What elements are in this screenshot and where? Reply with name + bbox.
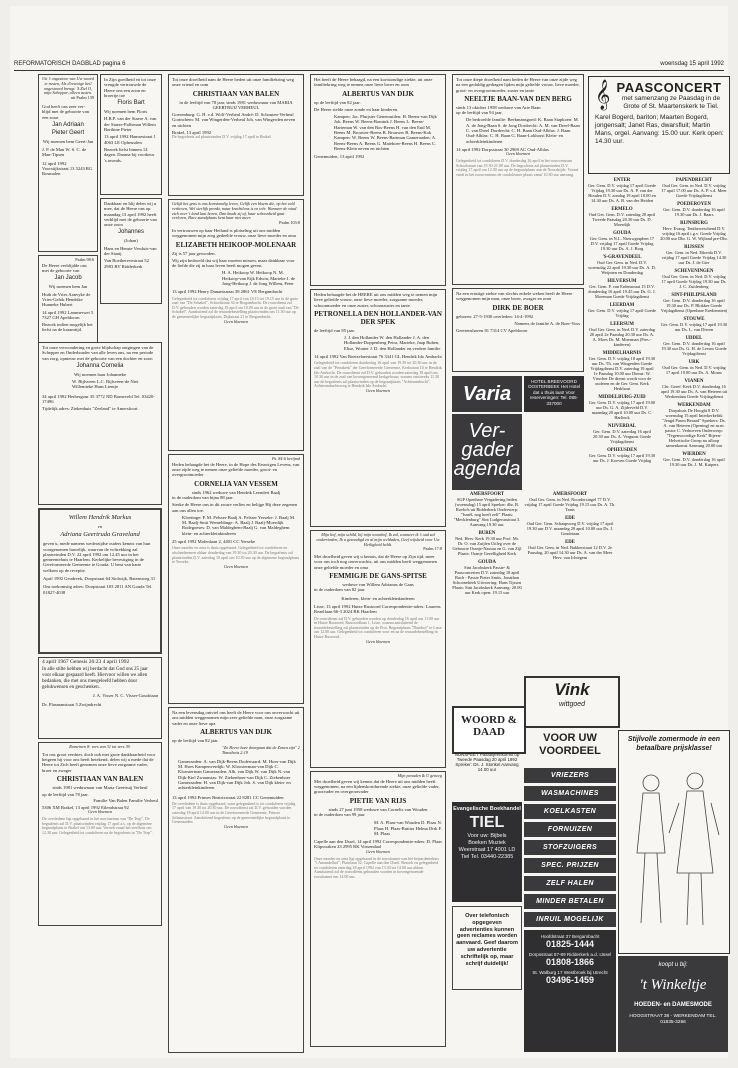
deceased-name: CHRISTIAAN VAN BALEN — [56, 774, 144, 783]
church-service-item — [588, 255, 656, 275]
church-details: Chr. Geref. Kerk D.V. donderdag 16 april 19.30 uur Ds. A. van Heteren uit Werkendam Goede Vrijdagdienst — [660, 384, 728, 399]
deceased-age: op de leeftijd van 78 jaar. — [42, 792, 89, 798]
woord-daad-ad — [452, 706, 526, 754]
ad-nickname: Wij noemen hem Floris — [104, 109, 148, 115]
obituary-de-gans — [310, 530, 446, 768]
treble-clef-icon: 𝄞 — [595, 79, 611, 109]
church-details: Oud Ger. Gem. in Ned. D.V. vrijdag 17 april 19.00 uur Ds. A. Mouw — [662, 365, 726, 375]
ad-body: Wij zijn bedroefd dat wij haar moeten missen, maar dankbaar voor de liefde die zij in haar leven heeft mogen geven. — [172, 257, 295, 269]
church-service-item — [660, 403, 728, 448]
ad-address: Brakel, 13 april 1992 — [172, 130, 212, 136]
ad-intro: In vertrouwen op haar Heiland is plotseling uit ons midden weggenomen mijn zorg gedeelde vrouw, onze lieve moeder en oma — [172, 227, 296, 239]
paasconcert-ad — [588, 76, 730, 174]
phone-notice: Over telefonisch opgegeven advertenties kunnen geen reclames worden aanvaard. Geef daarom uw advertentie schriftelijk op, maar schrijf duidelijk! — [452, 906, 522, 990]
church-details: Ger. Gem. D.V. vrijdag 17 april Goede Vrijdag 19.30 uur Ds. A. P. van der Houden D.V. zondag 19 april 10.00 en 14.30 uur Ds. A. B. van der Heiden — [588, 183, 656, 203]
no-flowers-note: Geen bloemen — [365, 848, 391, 854]
obituary-heikoop — [168, 199, 304, 451]
obituary-van-dijk-family — [168, 707, 304, 1053]
deceased-name: DIRK DE BOER — [492, 303, 544, 312]
church-place: RIJNSBURG — [680, 221, 708, 226]
ad-address: Geertenshaven 81 7314 CV Apeldoorn — [456, 328, 528, 334]
deceased-age: op de leeftijd van 82 jaar. — [172, 737, 219, 743]
deceased-name: ELIZABETH HEIKOOP-MOLENAAR — [175, 240, 297, 249]
child-name: Jan Jacob — [54, 275, 82, 282]
vink-product-item: ZELF HALEN — [524, 876, 616, 891]
life-dates: geboren: 27-5-1930 overleden: 14-4-1992 — [456, 313, 534, 319]
meeting-place: EDE — [565, 516, 575, 521]
church-place: WERKENDAM — [677, 403, 711, 408]
church-place: RIJSSEN — [684, 245, 704, 250]
no-flowers-note: Geen bloemen — [365, 387, 391, 393]
deceased-age: de leeftijd van 85 jaar. — [314, 327, 355, 333]
deceased-sub: sinds 13 oktober 1958 weduwe van Arie Baan — [456, 104, 541, 110]
church-service-item — [660, 202, 728, 217]
deceased-age: Zij is 57 jaar geworden. — [172, 250, 216, 256]
meeting-details: Oud Ger. Gem. in Ned. Noordersingel 77 D.V. vrijdag 17 april Goede Vrijdag 19.15 uur Ds. A. Th. Tanis — [524, 497, 616, 512]
vink-logo: Vink — [554, 680, 590, 699]
church-place: SCHEVENINGEN — [674, 269, 714, 274]
concert-title: PAASCONCERT — [616, 80, 722, 95]
ad-parents: Huib de Vries Aanvyke de Vries-Gelok Hendrike Hunneke Hubert — [42, 291, 91, 308]
church-details: Ger. Gem. D.V. vrijdag 17 april 19.30 uur Ds. J. Koeven Goede Vrijdag — [588, 453, 656, 463]
family-list: Goesenburg: G. H. v.d. Wolf-Verheul André: D. Schouten-Verheul Gorinchem: M. van Wingerden-Verheul Joh. van Wingerden neven en nichten — [172, 112, 296, 128]
anniversary-ad — [38, 657, 162, 739]
meeting-details: Sint Jacobskerk Passie- & Paasconcerten D.V. zaterdag 18 april Bach - Passie Pieter Smits, Jonathan Schoonebeek Uitvoering: Hans Tijssen Plaats: Sint Jacobskerk Aanvang: 20.00 uur Kerk open: 19.15 uur — [452, 565, 522, 595]
ad-signatories: Familie Van Balen Familie Verheul — [93, 797, 158, 803]
church-place: NIJVERDAL — [608, 424, 636, 429]
church-services-a — [588, 178, 656, 467]
ad-intro: Heden behaagde het de HEERE uit ons midden weg te nemen mijn lieve geliefde vrouw, onze lieve moeder, zorgzame moeder, schoonmoeder en onze zuster, schoonzuster en tante — [314, 292, 438, 308]
church-details: Ger. Gem. in N.L. Nieuwgraphen 17 D.V. vrijdag 17 april Goede Vrijdag 19.30 uur Ds. A. J. Borg — [589, 236, 655, 251]
ad-address: 13 april 1992 Henry Dunantstraat 38 2861 VE Bergambacht — [172, 289, 283, 295]
deceased-name: CHRISTIAAN VAN BALEN — [192, 89, 280, 98]
ad-nickname: (Johan) — [124, 238, 138, 244]
church-details: Dorpshuis De Hooght 8 D.V. woensdag 15 april Interkerkeliik "Jeugd Pasen Beraad" Sprekers: Ds. A. van Heteren (Opening) en m.m. pastor C. Verhoeven Onderwerp: "Tegenwoordige Kerk" Bijeen-Helvetische Groep na afloop samenkomst Aanvang 20.00 uur — [662, 408, 726, 448]
family-list: M. A. Plaas-van Wouden D. Plaas N. Plaas H. Plaas-Buitter Helma Dirk F. M. Plaas — [374, 820, 442, 836]
deceased-age: in de ouderdom van 82 jaar. — [314, 587, 366, 593]
child-name: Jan Adriaan — [52, 121, 84, 128]
verse-text: De Heere stelde onze zonde en haar kinderen. — [314, 106, 399, 112]
vink-witgoed-ad — [524, 676, 620, 728]
vink-product-item: VRIEZERS — [524, 768, 616, 783]
church-service-item — [588, 351, 656, 391]
church-details: Oud Ger. Gem. D.V. zaterdag 20 april Tweede Paasdag 20.30 uur Ds. D. Moerdijk — [588, 212, 656, 227]
church-list-b — [660, 178, 728, 467]
church-service-item — [660, 221, 728, 241]
promo-title: Stijlvolle zomermode in een betaalbare prijsklasse! — [627, 736, 721, 752]
deceased-sub: sinds 27 juni 1958 weduwe van Cornelis van Wouden — [328, 806, 428, 812]
no-flowers-note: Geen bloemen — [87, 809, 113, 815]
church-service-item — [588, 231, 656, 251]
church-service-item — [588, 207, 656, 227]
church-place: 'S-GRAVENDEEL — [602, 255, 642, 260]
meeting-details: SGP Openbare Vergadering heden (woensdag) 15 april Spreker: dhr. B. Roelofs uit Ridderkerk Onderwerp: "Israël, nog heeft zelf" Plaats: "Mecklenburg" Sint Ludgerusstraat 3. Aanvang 19.30 uur. — [453, 497, 521, 527]
vink-product-item: WASMACHINES — [524, 786, 616, 801]
church-place: HILVERSUM — [607, 279, 637, 284]
funeral-info: Gelegenheid tot condoleren vrijdag 17 april van 18.15 tot 19.15 uur in de grote zaal van "De Schakel", Schoolstraat 34 te Bergambacht. De rouwdienst zal D.V. gehouden worden zaterdag 18 april om 10.00 uur in de grote zaal van "De Schakel". Aansluitend zal de teraardebestelling plaatsvinden om 11.30 uur op de gemeentelijke begraafplaats, Dijkstraat 21 te Bergambacht. — [172, 295, 299, 320]
meeting-place: BUREN — [478, 531, 496, 536]
birth-ad-floris — [100, 74, 162, 195]
church-place: MIDDELHARNIS — [602, 351, 642, 356]
store-address: St. Walburg 17 Westbroek bij Utrecht — [532, 970, 608, 975]
church-service-item — [660, 178, 728, 198]
church-service-item — [588, 279, 656, 299]
deceased-name: PIETIE VAN RIJS — [349, 796, 407, 805]
ad-intro: Na een levensdag ontviel ons heeft de Heere voor ons onverwacht uit ons midden weggenomen mijn zeer geliefde man, onze zorgzame vader en onze lieve opa — [172, 710, 300, 726]
church-details: Ger. Gem. D.V. donderdag 16 april 19.30 uur Ds. J. M. Kuipers — [663, 457, 725, 467]
vink-product-item: MINDER BETALEN — [524, 894, 616, 909]
store-address: Hoofdstraat 37 Bergambacht — [540, 934, 600, 939]
obituary-van-balen — [168, 74, 304, 196]
hotel-ad: HOTEL BREEVOORD OOSTERBEEK Het Hotel dat u thuis laat! Voor reserveringen: Tel. 085-337000 — [524, 376, 584, 412]
meeting-place: EDE — [565, 540, 575, 545]
ad-note: Tijdelijk adres: Ziekenhuis "Zeeland" te Amersfoort. — [42, 406, 139, 412]
church-place: PAPENDRECHT — [675, 178, 713, 183]
obituary-van-vessem — [168, 454, 304, 704]
ad-body: Sterke de Heere ons in dit zware verlies en belijge Hij deze zegenen aan ons allen toe. — [172, 502, 297, 513]
meeting-details: Ned. Herv. Kerk 19.30 uur Prof. Mr. Dr. O. van Zuijlen Uitleg over de Geboorte Oranje-Nassau en G. van Zijl Plaats: Oranje Gezelligheid Kerk — [452, 536, 522, 556]
verse-ref: Psalm 17:8 — [423, 546, 442, 552]
church-service-item — [588, 448, 656, 463]
funeral-info: De begrafenis zal plaatsvinden D.V. vrijdag 17 april te Brakel. — [172, 134, 272, 140]
ad-body: In alle stilte hebben wij herdacht dat God ons 25 jaar voor elkaar gespaard heeft. Hiervoor willen we allen bedanken, die met ons meegeleefd hebben door gelukwensen en geschenken. — [42, 667, 148, 690]
church-place: UDDEL — [685, 336, 703, 341]
wink-address: HOOGSTRAAT 38 - WERKENDAM TEL. 01835-3266 — [629, 1014, 717, 1025]
deceased-name: FEMMIGJE DE GANS-SPITSE — [329, 572, 427, 581]
ad-intro: Het heeft de Heere behaagd, na een kortstondige ziekte, uit onze familiekring weg te nemen onze lieve broer en oom — [314, 77, 433, 88]
store-address: Dorpsstraat 87-89 Ridderkerk a.d. IJssel — [528, 952, 612, 957]
fashion-promo-ad — [618, 730, 730, 954]
family-list: Gameraaden: A. van Dijk-Beens Dodewaard: M. Hoes-van Dijk M. Hoes Kampenverdijk: W. Kloosterman-van Dijk C. Kloosterman Gameraaden: Alb. van Dijk W. van Dijk N. van Dijk-Kiel Zwaansias: W. Ziekenhoer-van Dijk C. Ziekenhoer Gameraaden: H. van Dijk-van Dijk Joh. S. van Dijk klein- en achterkleinkinderen — [178, 758, 296, 791]
ad-signatories: J. A. Visser N. C. Visser-Goudriaan — [92, 693, 158, 699]
meeting-agenda-a — [452, 492, 522, 599]
birth-ad-johanna — [38, 342, 162, 505]
church-service-item — [660, 452, 728, 467]
meeting-place: GOUDA — [478, 560, 496, 565]
deceased-name: ALBERTUS VAN DIJK — [200, 727, 272, 736]
column-1-lower — [38, 342, 162, 929]
verse-ref: Psalm 98:6 — [75, 257, 94, 262]
church-details: Ger. Gem. D.V. donderdag 16 april 19.30 uur Ds. P. Blokker Goede Vrijdagdienst (Openbare Erediensten) — [660, 298, 728, 313]
tiel-bookshop-ad — [452, 802, 522, 902]
ad-nickname: Wij noemen haar Johanneke — [74, 371, 126, 377]
funeral-info: De overledene is thuis opgebaard, waar gelegenheid is tot condoleren vrijdag 17 april van 19.30 tot 20.30 uur. De rouwdienst zal D.V. gehouden worden zaterdag 18 april 14.00 uur in de Gereformeerde Gemeente, Prinses Julianastraat. Aansluitend begrafenis op de gemeentelijke begraafplaats te Genemuiden. — [172, 800, 296, 825]
ad-intro: Na een ernstige ziekte van slechts enkele weken heeft de Heere weggenomen mijn man, onze broer, zwager en oom — [456, 291, 573, 302]
no-flowers-note: Geen bloemen — [365, 638, 391, 644]
column-1 — [38, 74, 98, 378]
ad-parents: H.B.P. van der Staere A. van der Staere-Palfsman Willem Berthine Pieter — [104, 116, 157, 133]
family-list: Kampen: Jac. Pluijsier Genemuiden: H. Beens-van Dijk Joh. Beens W. Beens-Bomink J. Beens L. Beens-Harteman W. van den Bos-Beens H. van den End M. Beens M. Brouwer-Beens B. Brouwer B. Beens-Kok Kampen: W. Beens W. Beens-Bartman Gameraaden: A. Beens-Beens A. Beens G. Mateboer-Beens H. Beens C. Beens-Klein neven en nichten — [334, 114, 437, 151]
verse-ref: Psalm 103:8 — [279, 220, 300, 226]
vink-product-item: INRUIL MOGELIJK — [524, 912, 616, 927]
ad-nickname: Wij noemen hem Geert-Jan — [42, 138, 94, 144]
ad-address: April 1992 Geudreek, Doopstraat 64 Stolwijk, Batensweg 31 — [43, 576, 156, 582]
deceased-sub: sinds 1962 weduwe van Hendrik Leendert Baalj — [191, 489, 281, 495]
church-place: LEERDAM — [609, 303, 635, 308]
wink-logo: 't Winkeltje — [639, 977, 707, 993]
ad-intro: Tot onze droefheid nam de Heere heden uit onze familiekring weg onze vriend en oom — [172, 77, 294, 88]
deceased-name: PETRONELLA DEN HOLLANDER-VAN DER SPEK — [314, 309, 442, 326]
ad-intro: God heeft ons zeer ver- blijd met de geboorte van een zoon — [42, 103, 89, 120]
ad-intro: Met droefheid geven wij kennis dat de Heere uit ons midden heeft weggenomen, na een lijdenskortdurende ziekte, onze geliefde vader, grootvader en overgrootvader — [314, 778, 440, 795]
church-details: Ger. Gem. D.V. donderdag 16 april 19.30 uur Ds. J. Baars — [663, 207, 725, 217]
funeral-info: Gelegenheid tot condoleren donderdag 16 april van 19.30 tot 20.30 uur in de zaal van de "Petrakerk" der Gereformeerde Gemeente, Kerkstraat 10 te Hendrik Ido Ambacht. De rouwdienst zal D.V. gehouden worden zaterdag 18 april om 10.30 uur in de zaal van bovengenoemd kerkgebouw, waarna omstreeks 11.30 uur de begrafenis zal plaatsvinden op de begraafplaats "Achterambacht", Achterambachtsweg te Hendrik Ido Ambacht. — [314, 360, 442, 389]
wink-subtitle: HOEDEN- en DAMESMODE — [634, 1002, 712, 1008]
ad-address: 13 april 1992 Hamsestraat 1 4063 LE Opheusden — [104, 134, 156, 145]
page-header — [14, 60, 724, 71]
ad-intro: Tot onze verwondering en grote blijdschap ontgingen van de Schepper en Onderhouder van alle leven ons, na een periode van zorg, opnieuw met de geboorte van een dochter en zoon — [42, 345, 154, 361]
concert-details: Karel Bogerd, bariton; Maarten Bogerd, jongensalt; Janet Ras, dwarsfluit; Martin Mans, orgel. Aanvang: 15.00 uur. Kerk open: 14.30 uur. — [595, 114, 724, 145]
ad-parents: W. Bijlsveen L.C. Bijlsveen-de Niet Willemieke Hans Lientje — [72, 379, 139, 390]
no-flowers-note: Geen bloemen — [223, 563, 249, 569]
ad-address: 5306 XM Brakel, 13 april 1992 Eilendstraat 92 — [42, 804, 129, 810]
church-list-a — [588, 178, 656, 463]
fashion-illustration — [619, 753, 727, 943]
church-place: OPHEUSDEN — [607, 448, 637, 453]
meeting-details: Oud Ger. Gem. Schaapsweg D.V. vrijdag 17 april 19.30 uur D.V. maandag 20 april 10.00 uur Ds. J. Goudriaan — [526, 521, 614, 536]
child-name: Johanna Cornelia — [76, 362, 124, 369]
conjunction: en — [97, 524, 103, 529]
child-name-2: Pieter Geert — [51, 129, 85, 136]
vink-product-list — [524, 768, 616, 930]
church-details: Ger. Gem. P. van Erdenstraat 15 D.V. donderdag 16 april 19.45 uur Ds. G. J. Moerman Goede Vrijdagdienst — [588, 284, 656, 299]
bookshop-city: TIEL — [469, 813, 505, 831]
deceased-age: op de leeftijd van 94 jaar. — [456, 110, 503, 116]
church-service-item — [588, 178, 656, 203]
store-phone: 01808-1866 — [545, 957, 595, 967]
no-flowers-note: Geen bloemen — [505, 151, 531, 157]
obituary-van-dijk — [310, 74, 446, 286]
ad-address: 14 april 1992 Lammerwei 5 7327 GH Apeldoorn — [42, 309, 94, 320]
church-place: ENTER — [613, 178, 631, 183]
church-service-item — [660, 269, 728, 289]
family-list: Kloetinge: P. M. Pelsser-Baalj A. Pelsser Yerseke: J. Baalj M. M. Baalj-Smit Wemeldinge: A. Baalj J. Baalj-Moerdijk Rodegoeses: D. van Maldeghem-Baalj G. van Maldeghem klein- en achterkleinkinderen — [182, 514, 296, 536]
funeral-info: De rouwdienst zal D.V. gehouden worden op donderdag 16 april om 11.00 uur in Huize Rustoord, Rustoordlaan 1, Lisse, waarna aansluitend de teraardebestelling zal plaatsvinden op de Prot. Begraafplaats "Duinhof" te Lisse om 12.00 uur. Gelegenheid tot condoleren voor en na de teraardebestelling in Huize Rustoord. — [314, 615, 442, 639]
church-service-item — [588, 303, 656, 318]
church-place: MIDDELBURG-ZUID — [598, 395, 646, 400]
varia-header: Varia — [452, 376, 522, 412]
column-1b — [100, 74, 162, 307]
child-name: Johannes — [117, 229, 145, 236]
ad-intro: Heden behaagde het de Heere, in de Hope des Eeuwigen Levens, van onze zijde weg te nemen onze geliefde moeder, groot- en overgrootmoeder — [172, 461, 300, 478]
ad-signatories: Namens de familie A. de Boer-Voss — [514, 320, 580, 326]
church-place: VIANEN — [684, 379, 704, 384]
family-list: Kinderen, klein- en achterkleinkinderen — [341, 595, 415, 601]
vink-product-item: STOFZUIGERS — [524, 840, 616, 855]
obituary-baan — [452, 74, 584, 285]
funeral-info: Onze moeder en oma is thuis opgebaard. Gelegenheid tot condoleren en afscheidnemen aldaar donderdag van 19.30 tot 20.30 uur. De begrafenis zal plaatsvinden D.V. zaterdag 18 april om 10.30 uur op de algemene begraafplaats te Yerseke. — [172, 545, 300, 565]
deceased-age: op de leeftijd van 82 jaar. — [314, 99, 361, 105]
verse-ref: Ps. 84:6 berijmd — [271, 456, 300, 461]
church-place: LEERSUM — [610, 322, 634, 327]
store-phone: 03496-1459 — [545, 975, 595, 985]
ad-note: Bezoek indien mogelijk het liefst na de kraamtijd. — [42, 322, 93, 333]
church-place: SINT-PHILIPSLAND — [671, 293, 717, 298]
ad-intro: Dankbaar en blij delen wij u mee, dat de Heere ons op maandag 13 april 1992 heeft verblijd met de geboorte van onze zoon — [104, 201, 157, 228]
church-details: Oud Ger. Gem. in Ned. D.V. zaterdag 20 april 2e Paasdag 20.30 uur Ds. A. A. Moes Dr. M. Moerman (Pres.- kinderen) — [589, 327, 655, 347]
concert-subtitle: met samenzang ze Paasdag in de Grote of St. Maartenskerk te Tiel. — [621, 95, 721, 110]
ad-intro: De Heere verblijdde ons met de geboorte van — [42, 262, 87, 274]
family-list: De bedroefde familie: Beekmansgoed: K. Baan Stapkoen: M. A. de Jong-Baan S. de Jong Dordrecht: A. M. van Dreel-Baan C. van Dreel Dordrecht: C. H. Baan Oud-Alblas: J. Baan Oud-Alblas: C. H. Baan G. Baan-Lokhorst Klein- en achterkleinkinderen — [466, 117, 580, 144]
funeral-info: De overledene ligt opgebaard in het mortuarium van "De Terp". De begrafenis zal D.V. plaatsvinden vrijdag 17 april a.s. op de algemene begraafplaats te Brakel om 13.00 uur. Vertrek vanaf het sterfhuis om 12.30 uur. Gelegenheid tot condoleren na de begrafenis in "De Terp". — [42, 815, 153, 835]
ad-address: 14 april 1992 Dorpsstraat 30 2969 AC Oud-Alblas — [456, 146, 549, 152]
vink-slogan: VOOR UW VOORDEEL — [539, 732, 601, 757]
church-place: GOUDA — [613, 231, 631, 236]
deceased-sub: sinds 1981 weduwnaar van Maria Geertruij Verheul — [52, 784, 148, 790]
church-place: WIERDEN — [682, 452, 706, 457]
vink-product-item: SPEC. PRIJZEN — [524, 858, 616, 873]
family-list: H. A. Heikoop W. Heikoop N. M. Heikoop-van Eijk Edwin, Marieke J. de Jong-Heikoop J. de Jong Willem, Peter — [222, 270, 296, 287]
church-service-item — [660, 245, 728, 265]
church-details: Ger. Gem. D.V. vrijdag 17 april 19.00 uur Ds. G. A. Zijderveld D.V. maandag 20 april 10.00 uur Ds. C. Harlinck — [588, 400, 656, 420]
deceased-name: CORNELIA VAN VESSEM — [194, 479, 278, 488]
no-flowers-note: Geen bloemen — [223, 318, 249, 324]
verse-text: Mijn hof, mijn schild, bij mijn woonhof, Ik zal, wanneer ik 't oud zal ondervinden, Ik u gezondigd en al mijn weldaden, Geef wijsheid voor Uw Heiligheid heldt. — [316, 532, 440, 547]
ad-address: Van Boetherevestraat 52 2983 BV Ridderkerk — [104, 258, 149, 269]
ad-address: 14 april 1992 Van Boetzelaerstraat 76 3341 GL Hendrik Ido Ambacht — [314, 354, 442, 360]
ad-note: Bezoek liefst binnen 14 dagen. Daarna bij voorkeur 's avonds. — [104, 146, 155, 163]
bookshop-type: Evangelische Boekhandel — [453, 806, 521, 812]
verse-text: Uit 't ongeziene van Uw woord te rusten, Als d'eeuwige heil ongestoord brengt. 'k Ziel O, mijn Schepper, alleen tusten. — [42, 76, 94, 96]
church-details: Herv. Evang. Tentbeweschend D.V. vrijdag 16 april t.g.v. Goede Vrijdag 20.00 uur Dhr. G. W. Wijland pre-Dhr. — [660, 226, 728, 241]
ad-intro: Tot onze diepe droefheid nam heden de Heere van onze zijde weg na een geduldig gedragen lijden mijn geliefde vrouw, lieve moeder, groot- en overgrootmoeder, zuster en tante — [456, 77, 580, 93]
church-details: Ger. Gem. D.V. vrijdag 17 april Goede Vrijdag — [588, 308, 656, 318]
nunspeet-ad: NUNSPEET Paasbijeenkomst op Tweede Paasdag 20 april 1992 Spreker: Ds. J. Stonkel Aanvang 14.00 uur — [454, 752, 520, 772]
wedding-ad — [38, 508, 162, 654]
church-service-item — [588, 395, 656, 420]
birth-ad-johannes — [100, 198, 162, 304]
church-place: ERMELO — [611, 207, 633, 212]
funeral-info: Gelegenheid tot condoleren D.V. donderdag 16 april in het rouwcentrum Schoolstraat van 19.30-21.00 uur. De begrafenis zal plaatsvinden D.V. vrijdag 17 april om 12.00 uur op de begraafplaats aan de Noordzijde. Vooraf vindt in het rouwcentrum de condoleance plaats vanaf 10.30 uur aanvang. — [456, 158, 579, 177]
ad-intro: In Zijn goedheid en tot onze vreugde vertrouwde de Heere ons een zoon en broertje toe — [104, 77, 156, 98]
deceased-age: in de ouderdom van bijna 88 jaar. — [172, 494, 234, 500]
store-phone: 01825-1444 — [545, 939, 595, 949]
meeting-agenda-b — [524, 492, 616, 564]
ad-parents: J. P. de Man W. S. C. de Man-Tipsen — [42, 147, 87, 158]
ad-address: Lisse, 13 april 1992 Huize Rustoord Correspondentie-adres: Laurens Reaelfaan 66-3 2024 BK Haarlem — [314, 603, 441, 615]
verse-ref: Romeinen 8: vers van 31 tot vers 39. — [69, 744, 131, 749]
ad-address: 34 april 1992 Herbergour 35 3772 ND Barneveld Tel. 03420-17496 — [42, 393, 155, 405]
verse-ref: Mijn penaden & U geneeg — [397, 773, 442, 778]
deceased-age: in de ouderdom van 99 jaar. — [314, 811, 366, 817]
bride-name: Adriana Geertruda Graveland — [60, 531, 140, 539]
ad-nickname: Wij noemen hem Jan — [48, 284, 88, 290]
column-3 — [310, 74, 446, 1050]
header-right: woensdag 15 april 1992 — [660, 61, 724, 67]
deceased-sub: weduwe van Willem Adrianus de Gans — [342, 582, 414, 588]
obituary-de-boer — [452, 288, 584, 372]
verse-text: "Zo Heere hare doorgaan dat de Zonen zijn" 2 Timotheüs 2:19 — [222, 745, 300, 755]
church-details: Ger. Gem. D.V. donderdag 16 april 19.30 uur Ds. G. H. de Leeuw Goede Vrijdagdienst — [661, 341, 727, 356]
header-left: REFORMATORISCH DAGBLAD pagina 6 — [14, 61, 126, 67]
meeting-place: AMERSFOORT — [552, 492, 588, 497]
deceased-sub: in de leeftijd van 78 jaar, sinds 1981 weduwnaar van MARIA GEERTRUIJ VERHEUL — [179, 99, 293, 110]
deceased-name: ALBERTUS VAN DIJK — [342, 89, 414, 98]
family-list: J. J. den Hollander W. den Hollander J. A. den Hollander-Doppenberg Petra, Marieke, Jaap Ruben, Elise, Wouter J. D. den Hollander en verdere familie — [344, 335, 441, 351]
ad-body: geven u, mede namens wederzijdse ouders kennis van hun voorgenomen huwelijk, waarvan de voltrekking zal plaatsvinden D.V. 22 april 1992 om 12.45 uur in het gemeentehuis te Haarlem. Kerkelijke bevestiging in de Gereformeerde Gemeente te Gouda. U bent van harte welkom op de receptie. — [43, 541, 151, 573]
woord-daad-logo: WOORD & DAAD — [461, 714, 517, 738]
meeting-details: Oud Ger. Gem. in Ned. Bakkerstraat 12 D.V. 2e Paasdag, 20 april 14.30 uur Ds. A. van der Meer Herv. van Ichtegem — [527, 545, 613, 560]
verse-ref: uit Psalm 139 — [70, 95, 94, 101]
church-place: STOUWE — [683, 317, 705, 322]
column-4 — [452, 74, 584, 375]
ad-address: Dr. Plasmanstraat 5 Zwijndrecht — [42, 701, 102, 707]
church-service-item — [660, 379, 728, 399]
church-services-b — [660, 178, 728, 471]
no-flowers-note: Geen bloemen — [223, 823, 249, 829]
church-service-item — [588, 424, 656, 444]
birth-ad-jan-adriaan — [38, 74, 98, 252]
vink-product-item: FORNUIZEN — [524, 822, 616, 837]
church-service-item — [660, 360, 728, 375]
ad-future-address: Ons toekomstig adres: Doopstraat 103 2811 AN Gouda Tel. 01827-4038 — [43, 584, 153, 595]
verse-text: Gelijk het gras is ons kortstondig leven, Gelijk een bloem die, op het veld verheven, Wel sierlijk pronkt, maar krachtloos is en teêr. Wanneer de wind zich over 't land laat horen, Dan knakt zij af, haar schoonheid gaat verloren, Hare standplaats kent haar niet meer. — [172, 201, 297, 221]
church-details: Oud Ger. Gem. in Ned. D.V. vrijdag 17 april Goede Vrijdag 19.30 uur Ds. J. C. Zuidenberg — [661, 274, 727, 289]
church-service-item — [660, 293, 728, 313]
funeral-info: Onze moeder en oma ligt opgebaard in de rouwkamer van het bejaardentehuis "'t Amandelhof", Platolaan 52, Capelle aan den IJssel. Bezoek en gelegenheid tot condoleren zaterdag 18 april 1992 van 13.30 tot 14.00 uur aldaar. Aansluitend zal de rouwdienst gehouden worden in bovengenoemde rouwkamer om 14.00 uur. — [314, 855, 439, 879]
church-service-item — [588, 322, 656, 347]
ad-address: Capelle aan den IJssel, 14 april 1992 Correspondentie-adres: D. Plaas Klipswaken 23 2995 RK Vossendaal — [314, 839, 442, 850]
vink-product-item: KOELKASTEN — [524, 804, 616, 819]
child-name: Floris Bart — [117, 100, 145, 107]
ad-address: Genemuiden, 13 april 1992 — [314, 154, 365, 160]
wink-intro: koopt u bij: — [658, 962, 688, 968]
ad-address: 12 april 1992 Voorstijkstraat 13 5243 RG Rosmalen — [42, 160, 93, 177]
ad-parents: Hans en Henrie Versluis-van der Staaij — [104, 245, 157, 257]
bookshop-details: Voor uw: Bijbels Boeken Muziek Weerstraat 17 4001 LD Tiel Tel. 03440-22385 — [458, 832, 516, 860]
deceased-name: NEELTJE BAAN-VAN DEN BERG — [464, 94, 572, 103]
obituary-den-hollander — [310, 289, 446, 527]
winkeltje-ad — [618, 956, 728, 1052]
vergader-agenda-header: Ver- gader agenda — [452, 414, 522, 490]
church-details: Ger. Gem. D.V. zaterdag 16 april 20.30 uur Ds. A. Vergunst Goede Vrijdagdienst — [592, 429, 652, 444]
church-details: Oud Ger. Gem. in Ned. D.V. woensdag 22 april 19.30 uur Ds. A. D. Weijmen en Donderdag — [588, 260, 656, 275]
church-details: Ger. Gem. D.V. vrijdag 18 april 19.30 uur Ds. Th. van Wingerden Goede Vrijdagdienst D.V. zaterdag 19 april 1e Paasdag 10.00 uur Dienst: W. Visscher De dienst wordt voor de ouderen en de Ger. Gem. Kerk Herkhout — [588, 356, 656, 391]
ad-address: 13 april 1992 Prinses Beatrixstraat 22 8281 CC Genemuiden — [172, 794, 284, 800]
church-service-item — [660, 317, 728, 332]
church-details: Ger. Gem. D.V. vrijdag 17 april 19.30 uur Ds. L. van Dieren — [660, 322, 728, 332]
column-2 — [168, 74, 304, 1056]
church-place: POEDEROYEN — [677, 202, 711, 207]
ad-intro: Tot ons groot verdriet, doch ook met grote dankbaarheid voor hetgeen hij voor ons heeft betekend, delen wij u mede dat de Heere tot Zich heeft genomen onze lieve zorgzame vader, broer en zwager — [42, 751, 156, 773]
ad-intro: Met droefheid geven wij u kennis, dat de Heere op Zijn tijd, meer voor ons toch nog onverwachts, uit ons midden heeft weggenomen onze geliefde moeder en oma — [314, 554, 437, 570]
church-details: Oud Ger. Gem. in Ned. D.V. vrijdag 17 april 17.00 uur Ds. A. P. v.d. Meer Goede Vrijdagdienst — [661, 183, 727, 198]
obituary-van-balen-family — [38, 742, 162, 926]
anniversary-dates: 4 april 1967 Genesis 26:23 4 april 1992 — [42, 659, 130, 665]
church-place: URK — [688, 360, 700, 365]
vink-tagline: wittgoed — [558, 701, 586, 708]
church-details: Ger. Gem. in Ned. Eikenla D.V. vrijdag 17 april Goede Vrijdag 14.30 uur Ds. J. de Gier — [661, 250, 727, 265]
obituary-van-rijs — [310, 771, 446, 1047]
church-service-item — [660, 336, 728, 356]
groom-name: Willem Hendrik Markus — [68, 514, 132, 521]
vink-addresses — [524, 930, 616, 1052]
meeting-place: AMERSFOORT — [469, 492, 505, 497]
ad-address: 25 april 1992 Molenlaan 2, 4401 CC Yerseke — [172, 539, 256, 545]
